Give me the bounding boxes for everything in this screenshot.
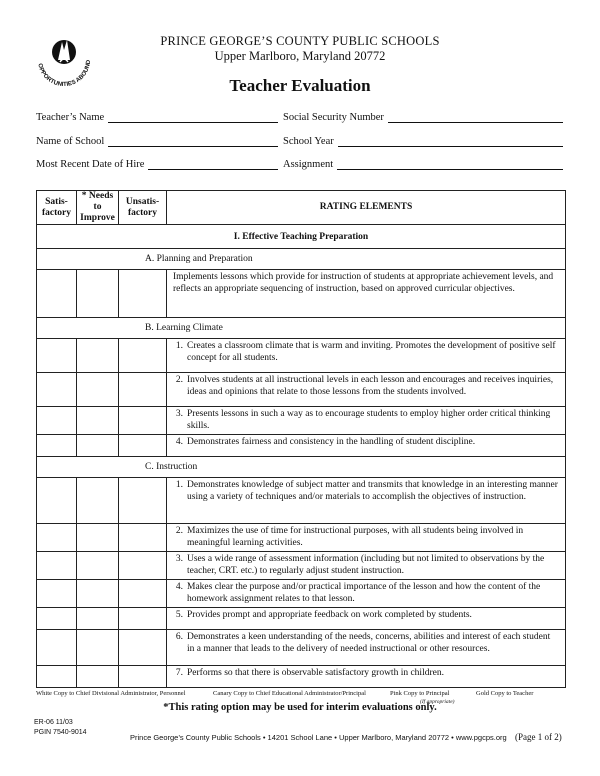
rating-cell[interactable] (119, 373, 167, 407)
item-text: Makes clear the purpose and/or practical importance of the lesson and how the content of the homework assignment relates to that lesson. (187, 582, 541, 604)
item-number: 6. (175, 632, 183, 642)
district-address: Upper Marlboro, Maryland 20772 (214, 49, 386, 63)
item-number: 1. (175, 341, 183, 351)
footer-address: Prince George’s County Public Schools • 14201 School Lane • Upper Marlboro, Maryland 20772 • www.pgcps.org (130, 733, 507, 742)
item-text: Involves students at all instructional levels in each lesson and encourages and receives inquiries, ideas and opinions that relate to those lessons from the students involved. (187, 375, 554, 397)
white-copy-note: White Copy to Chief Divisional Administrator, Personnel (36, 690, 186, 697)
rating-cell[interactable] (37, 580, 77, 608)
rating-cell[interactable] (77, 270, 119, 318)
rating-cell[interactable] (119, 478, 167, 524)
rating-cell[interactable] (37, 270, 77, 318)
teacher-name-label: Teacher’s Name (36, 112, 105, 123)
rating-cell[interactable] (119, 630, 167, 666)
rating-cell[interactable] (119, 580, 167, 608)
school-name-field[interactable] (36, 135, 278, 147)
rating-cell[interactable] (77, 666, 119, 688)
school-year-field[interactable] (283, 135, 563, 147)
interim-note: *This rating option may be used for interim evaluations only. (163, 702, 437, 713)
rating-element (167, 407, 566, 435)
rating-row (37, 666, 566, 688)
assignment-label: Assignment (283, 159, 334, 170)
item-number: 5. (175, 610, 183, 620)
page-title: Teacher Evaluation (229, 76, 371, 95)
item-text: Demonstrates a keen understanding of the needs, concerns, abilities and interest of each student in a manner that leads to the delivery of needed instructional or other resources. (187, 632, 551, 654)
section-heading: I. Effective Teaching Preparation (37, 225, 566, 249)
rating-element (167, 524, 566, 552)
item-number: 1. (175, 480, 183, 490)
rating-cell[interactable] (119, 552, 167, 580)
hire-date-field[interactable] (36, 158, 278, 170)
item-text: Maximizes the use of time for instructional purposes, with all students being involved in meaningful learning activities. (187, 526, 524, 548)
item-text: Performs so that there is observable satisfactory growth in children. (187, 668, 444, 678)
rating-cell[interactable] (77, 373, 119, 407)
rating-cell[interactable] (77, 608, 119, 630)
rating-cell[interactable] (37, 339, 77, 373)
subsection-b-heading: B. Learning Climate (37, 318, 566, 339)
item-text: Demonstrates knowledge of subject matter and transmits that knowledge in an interesting manner using a variety of techniques and/or materials to accomplish the objectives of instruction. (187, 480, 558, 502)
assignment-field[interactable] (283, 158, 563, 170)
ssn-label: Social Security Number (283, 112, 384, 123)
rating-element (167, 373, 566, 407)
rating-row (37, 435, 566, 457)
rating-cell[interactable] (37, 524, 77, 552)
item-number: 2. (175, 375, 183, 385)
school-year-label: School Year (283, 136, 334, 147)
rating-element (167, 608, 566, 630)
rating-row (37, 608, 566, 630)
header-unsatisfactory: Unsatis- factory (119, 191, 167, 225)
item-text: Demonstrates fairness and consistency in the handling of student discipline. (187, 437, 476, 447)
rating-row (37, 407, 566, 435)
rating-element (167, 435, 566, 457)
rating-element-text: Implements lessons which provide for instruction of students at appropriate achievement levels, and reflects an appropriate sequencing of instruction, based on approved curricular objectives. (167, 270, 566, 318)
rating-row (37, 524, 566, 552)
item-text: Creates a classroom climate that is warm and inviting. Promotes the development of positive self concept for all students. (187, 341, 556, 363)
rating-cell[interactable] (37, 608, 77, 630)
page-number: (Page 1 of 2) (515, 732, 562, 742)
svg-text:OPPORTUNITIES ABOUND: OPPORTUNITIES ABOUND (36, 59, 93, 89)
rating-cell[interactable] (77, 339, 119, 373)
rating-cell[interactable] (77, 524, 119, 552)
rating-cell[interactable] (77, 478, 119, 524)
item-number: 4. (175, 437, 183, 447)
gold-copy-note: Gold Copy to Teacher (476, 690, 534, 697)
rating-table (36, 190, 566, 688)
rating-cell[interactable] (119, 270, 167, 318)
district-name: PRINCE GEORGE’S COUNTY PUBLIC SCHOOLS (160, 34, 440, 48)
rating-cell[interactable] (77, 552, 119, 580)
rating-cell[interactable] (119, 524, 167, 552)
rating-cell[interactable] (37, 435, 77, 457)
rating-row (37, 630, 566, 666)
ssn-field[interactable] (283, 111, 563, 123)
rating-cell[interactable] (77, 407, 119, 435)
rating-cell[interactable] (119, 339, 167, 373)
rating-element (167, 630, 566, 666)
if-appropriate-note: (If appropriate) (420, 699, 455, 705)
item-number: 2. (175, 526, 183, 536)
rating-cell[interactable] (77, 435, 119, 457)
rating-cell[interactable] (37, 478, 77, 524)
pgin-code: PGIN 7540-9014 (34, 729, 87, 736)
rating-cell[interactable] (37, 666, 77, 688)
rating-row (37, 373, 566, 407)
rating-cell[interactable] (77, 630, 119, 666)
item-number: 3. (175, 554, 183, 564)
subsection-c-heading: C. Instruction (37, 457, 566, 478)
rating-element (167, 478, 566, 524)
pink-copy-note: Pink Copy to Principal (390, 690, 450, 697)
rating-element (167, 339, 566, 373)
rating-row (37, 339, 566, 373)
item-number: 4. (175, 582, 183, 592)
header-satisfactory: Satis- factory (37, 191, 77, 225)
rating-cell[interactable] (119, 407, 167, 435)
rating-cell[interactable] (37, 407, 77, 435)
header-needs-to-improve: * Needs to Improve (77, 191, 119, 225)
rating-cell[interactable] (119, 435, 167, 457)
rating-element (167, 666, 566, 688)
item-text: Provides prompt and appropriate feedback on work completed by students. (187, 610, 472, 620)
form-code: ER-06 11/03 (34, 719, 73, 726)
rating-cell[interactable] (119, 666, 167, 688)
item-text: Presents lessons in such a way as to encourage students to employ higher order critical thinking skills. (187, 409, 551, 431)
rating-row (37, 478, 566, 524)
item-number: 7. (175, 668, 183, 678)
teacher-name-field[interactable] (36, 111, 278, 123)
school-name-label: Name of School (36, 136, 105, 147)
rating-row (37, 552, 566, 580)
rating-cell[interactable] (77, 580, 119, 608)
rating-cell[interactable] (119, 608, 167, 630)
hire-date-label: Most Recent Date of Hire (36, 159, 145, 170)
rating-cell[interactable] (37, 552, 77, 580)
header-rating-elements: RATING ELEMENTS (167, 191, 566, 225)
canary-copy-note: Canary Copy to Chief Educational Administrator/Principal (213, 690, 366, 697)
rating-cell[interactable] (37, 373, 77, 407)
item-text: Uses a wide range of assessment information (including but not limited to observations by the teacher, CRT. etc.) to regularly adjust student instruction. (187, 554, 545, 576)
item-number: 3. (175, 409, 183, 419)
rating-element (167, 580, 566, 608)
rating-row (37, 580, 566, 608)
rating-cell[interactable] (37, 630, 77, 666)
rating-element (167, 552, 566, 580)
subsection-a-heading: A. Planning and Preparation (37, 249, 566, 270)
